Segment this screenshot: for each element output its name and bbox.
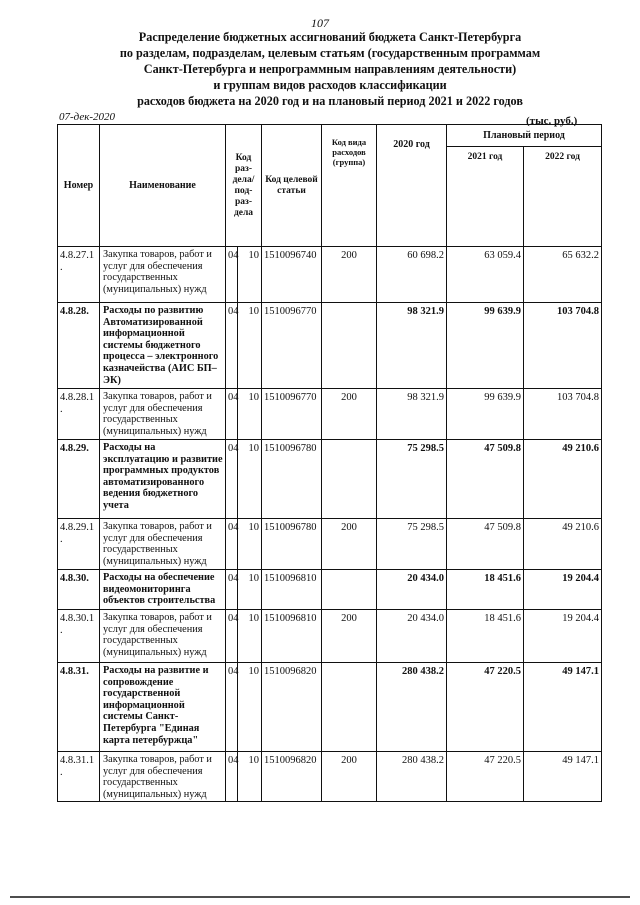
header-2020: 2020 год bbox=[377, 125, 447, 247]
row-value-2020: 60 698.2 bbox=[377, 247, 447, 303]
header-expense-type-code: Код вида расходов (группа) bbox=[322, 125, 377, 247]
row-value-2021: 63 059.4 bbox=[447, 247, 524, 303]
row-target-code: 1510096770 bbox=[262, 389, 322, 440]
title-line: по разделам, подразделам, целевым статьям (государственным программам bbox=[119, 46, 541, 60]
row-value-2020: 20 434.0 bbox=[377, 610, 447, 663]
row-section: 04 bbox=[226, 440, 238, 519]
row-section: 04 bbox=[226, 519, 238, 570]
row-section: 04 bbox=[226, 570, 238, 610]
row-value-2021: 47 509.8 bbox=[447, 440, 524, 519]
row-target-code: 1510096810 bbox=[262, 570, 322, 610]
row-target-code: 1510096780 bbox=[262, 440, 322, 519]
header-2022: 2022 год bbox=[524, 147, 602, 247]
row-name: Закупка товаров, работ и услуг для обеспечения государственных (муниципальных) нужд bbox=[100, 247, 226, 303]
title-line: и группам видов расходов классификации bbox=[213, 78, 447, 92]
row-name: Расходы на развитие и сопровождение государственной информационной системы Санкт-Петербурга "Единая карта петербуржца" bbox=[100, 663, 226, 752]
row-subsection: 10 bbox=[238, 519, 262, 570]
row-section: 04 bbox=[226, 610, 238, 663]
row-value-2022: 103 704.8 bbox=[524, 303, 602, 389]
row-subsection: 10 bbox=[238, 389, 262, 440]
row-name: Расходы на обеспечение видеомониторинга объектов строительства bbox=[100, 570, 226, 610]
row-name: Расходы на эксплуатацию и развитие программных продуктов автоматизированного ведения бюджетного учета bbox=[100, 440, 226, 519]
row-name: Закупка товаров, работ и услуг для обеспечения государственных (муниципальных) нужд bbox=[100, 610, 226, 663]
row-number: 4.8.29. bbox=[58, 440, 100, 519]
page-number: 107 bbox=[311, 16, 329, 30]
row-number: 4.8.30.1 . bbox=[58, 610, 100, 663]
row-value-2022: 49 147.1 bbox=[524, 663, 602, 752]
row-subsection: 10 bbox=[238, 303, 262, 389]
row-value-2021: 99 639.9 bbox=[447, 389, 524, 440]
header-planning-period: Плановый период bbox=[447, 125, 602, 147]
row-value-2020: 75 298.5 bbox=[377, 440, 447, 519]
row-section: 04 bbox=[226, 663, 238, 752]
row-value-2020: 98 321.9 bbox=[377, 389, 447, 440]
table-row bbox=[58, 247, 602, 303]
row-number: 4.8.31.1 . bbox=[58, 752, 100, 802]
table-row bbox=[58, 389, 602, 440]
table-row bbox=[58, 440, 602, 519]
row-expense-type bbox=[322, 440, 377, 519]
row-value-2022: 49 210.6 bbox=[524, 440, 602, 519]
row-section: 04 bbox=[226, 247, 238, 303]
row-name: Закупка товаров, работ и услуг для обеспечения государственных (муниципальных) нужд bbox=[100, 389, 226, 440]
row-value-2022: 19 204.4 bbox=[524, 570, 602, 610]
row-value-2021: 18 451.6 bbox=[447, 610, 524, 663]
row-expense-type bbox=[322, 570, 377, 610]
row-expense-type bbox=[322, 303, 377, 389]
row-value-2021: 99 639.9 bbox=[447, 303, 524, 389]
row-number: 4.8.30. bbox=[58, 570, 100, 610]
row-number: 4.8.28.1 . bbox=[58, 389, 100, 440]
table-row bbox=[58, 752, 602, 802]
row-number: 4.8.27.1 . bbox=[58, 247, 100, 303]
row-value-2021: 47 509.8 bbox=[447, 519, 524, 570]
table-row bbox=[58, 519, 602, 570]
row-section: 04 bbox=[226, 303, 238, 389]
row-subsection: 10 bbox=[238, 610, 262, 663]
row-value-2022: 103 704.8 bbox=[524, 389, 602, 440]
title-line: Распределение бюджетных ассигнований бюджета Санкт-Петербурга bbox=[138, 30, 522, 44]
row-value-2021: 18 451.6 bbox=[447, 570, 524, 610]
header-2021: 2021 год bbox=[447, 147, 524, 247]
row-number: 4.8.31. bbox=[58, 663, 100, 752]
row-value-2021: 47 220.5 bbox=[447, 752, 524, 802]
row-subsection: 10 bbox=[238, 440, 262, 519]
row-subsection: 10 bbox=[238, 570, 262, 610]
row-number: 4.8.28. bbox=[58, 303, 100, 389]
row-value-2020: 280 438.2 bbox=[377, 663, 447, 752]
table-body bbox=[58, 247, 602, 802]
row-value-2022: 49 210.6 bbox=[524, 519, 602, 570]
row-value-2022: 65 632.2 bbox=[524, 247, 602, 303]
row-section: 04 bbox=[226, 752, 238, 802]
table-row bbox=[58, 663, 602, 752]
row-subsection: 10 bbox=[238, 752, 262, 802]
row-target-code: 1510096820 bbox=[262, 663, 322, 752]
row-target-code: 1510096740 bbox=[262, 247, 322, 303]
row-value-2022: 19 204.4 bbox=[524, 610, 602, 663]
header-number: Номер bbox=[58, 125, 100, 247]
row-value-2020: 98 321.9 bbox=[377, 303, 447, 389]
row-subsection: 10 bbox=[238, 663, 262, 752]
document-title bbox=[60, 29, 600, 109]
row-expense-type: 200 bbox=[322, 389, 377, 440]
row-value-2020: 75 298.5 bbox=[377, 519, 447, 570]
row-name: Закупка товаров, работ и услуг для обеспечения государственных (муниципальных) нужд bbox=[100, 519, 226, 570]
header-target-code: Код целевой статьи bbox=[262, 125, 322, 247]
row-target-code: 1510096810 bbox=[262, 610, 322, 663]
title-line: Санкт-Петербурга и непрограммным направлениям деятельности) bbox=[143, 62, 517, 76]
header-section-code: Код раз- дела/ под- раз- дела bbox=[226, 125, 262, 247]
table-row bbox=[58, 570, 602, 610]
table-header bbox=[58, 125, 602, 247]
row-expense-type: 200 bbox=[322, 752, 377, 802]
document-date: 07-дек-2020 bbox=[59, 111, 116, 123]
row-value-2020: 20 434.0 bbox=[377, 570, 447, 610]
row-expense-type: 200 bbox=[322, 247, 377, 303]
units-label: (тыс. руб.) bbox=[526, 115, 578, 127]
table-row bbox=[58, 610, 602, 663]
table-row bbox=[58, 303, 602, 389]
row-value-2020: 280 438.2 bbox=[377, 752, 447, 802]
title-line: расходов бюджета на 2020 год и на плановый период 2021 и 2022 годов bbox=[137, 94, 523, 108]
row-value-2021: 47 220.5 bbox=[447, 663, 524, 752]
header-name: Наименование bbox=[100, 125, 226, 247]
row-value-2022: 49 147.1 bbox=[524, 752, 602, 802]
row-name: Расходы по развитию Автоматизированной информационной системы бюджетного процесса – электронного казначейства (АИС БП–ЭК) bbox=[100, 303, 226, 389]
row-target-code: 1510096770 bbox=[262, 303, 322, 389]
footer-line bbox=[10, 896, 630, 898]
row-expense-type: 200 bbox=[322, 519, 377, 570]
row-name: Закупка товаров, работ и услуг для обеспечения государственных (муниципальных) нужд bbox=[100, 752, 226, 802]
row-subsection: 10 bbox=[238, 247, 262, 303]
row-expense-type: 200 bbox=[322, 610, 377, 663]
row-target-code: 1510096780 bbox=[262, 519, 322, 570]
budget-table bbox=[57, 124, 602, 802]
row-expense-type bbox=[322, 663, 377, 752]
row-target-code: 1510096820 bbox=[262, 752, 322, 802]
row-number: 4.8.29.1 . bbox=[58, 519, 100, 570]
row-section: 04 bbox=[226, 389, 238, 440]
